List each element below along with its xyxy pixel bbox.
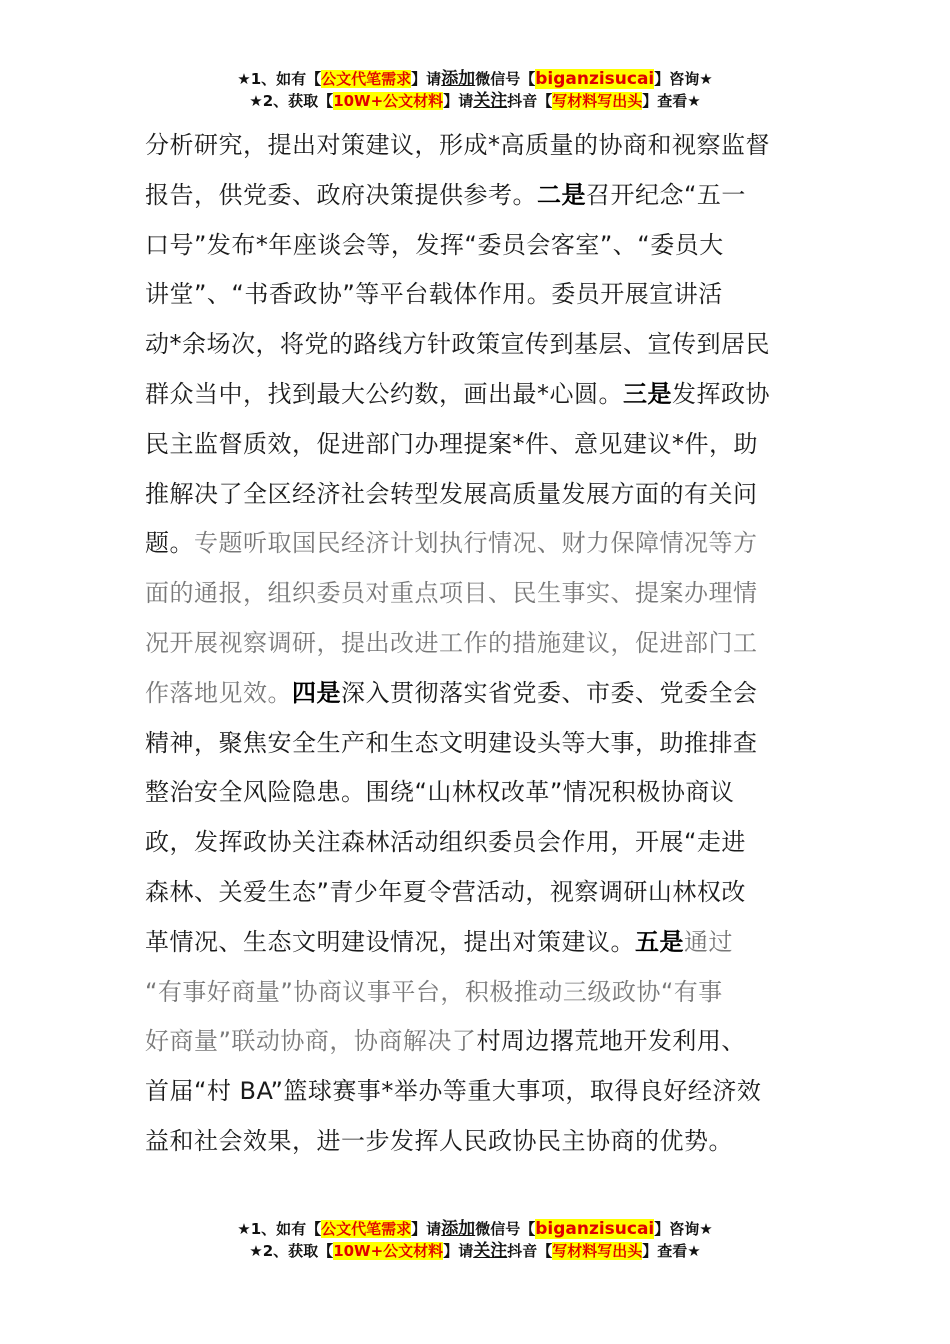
text-line (145, 918, 809, 968)
text-run: 村周边撂荒地开发利用、 (476, 1027, 746, 1056)
banner-text: 】咨询★ (654, 70, 713, 88)
text-run: 报告，供党委、政府决策提供参考。 (145, 180, 537, 209)
text-line (145, 171, 809, 221)
text-line: 讲堂”、“书香政协”等平台载体作用。委员开展宣讲活 (145, 280, 723, 309)
banner-text: 】请 (443, 92, 474, 110)
text-run-grey: 好商量”联动协商，协商解决了 (145, 1027, 477, 1056)
underlined-text: 添加 (441, 69, 476, 89)
text-line: 政，发挥政协关注森林活动组织委员会作用，开展“走进 (145, 828, 746, 857)
highlight-service: 公文代笔需求 (321, 1220, 412, 1238)
text-line: 况开展视察调研，提出改进工作的措施建议，促进部门工 (145, 628, 758, 657)
banner-text: ★2、获取【 (249, 92, 334, 110)
banner-text: 】查看★ (642, 92, 701, 110)
highlight-materials: 10W+公文材料 (333, 1242, 444, 1260)
banner-text: 微信号【 (475, 1220, 536, 1238)
banner-text: 】咨询★ (654, 1220, 713, 1238)
underlined-text: 关注 (473, 1241, 508, 1261)
text-run: 召开纪念“五一 (586, 180, 746, 209)
banner-text: ★1、如有【 (237, 70, 322, 88)
banner-text: 】请 (443, 1242, 474, 1260)
banner-text: ★1、如有【 (237, 1220, 322, 1238)
wechat-id: biganzisucai (535, 69, 655, 89)
text-line: 口号”发布*年座谈会等，发挥“委员会客室”、“委员大 (145, 230, 724, 259)
footer-banner (0, 1218, 950, 1262)
text-line: 森林、关爱生态”青少年夏令营活动，视察调研山林权改 (145, 877, 746, 906)
text-run: 发挥政协 (672, 379, 770, 408)
document-body (145, 121, 809, 1167)
text-line: 推解决了全区经济社会转型发展高质量发展方面的有关问 (145, 479, 758, 508)
banner-line-2 (0, 90, 950, 112)
text-line: 分析研究，提出对策建议，形成*高质量的协商和视察监督 (145, 131, 770, 159)
text-line: 民主监督质效，促进部门办理提案*件、意见建议*件，助 (145, 429, 758, 458)
point-marker: 二是 (537, 180, 586, 209)
text-run: 革情况、生态文明建设情况，提出对策建议。 (145, 927, 635, 956)
text-run-grey: 通过 (684, 927, 733, 956)
header-banner (0, 68, 950, 112)
text-run: 深入贯彻落实省党委、市委、党委全会 (341, 678, 758, 707)
banner-line-1 (0, 1218, 950, 1240)
point-marker: 三是 (623, 379, 672, 408)
highlight-service: 公文代笔需求 (321, 70, 412, 88)
underlined-text: 添加 (441, 1219, 476, 1239)
banner-line-2 (0, 1240, 950, 1262)
highlight-materials: 10W+公文材料 (333, 92, 444, 110)
banner-text: 】查看★ (642, 1242, 701, 1260)
text-line: 首届“村 BA”篮球赛事*举办等重大事项，取得良好经济效 (145, 1077, 762, 1106)
banner-text: 】请 (411, 1220, 442, 1238)
wechat-id: biganzisucai (535, 1219, 655, 1239)
douyin-account: 写材料写出头 (552, 92, 643, 110)
text-line: 益和社会效果，进一步发挥人民政协民主协商的优势。 (145, 1126, 733, 1155)
text-run: 题。 (145, 529, 194, 558)
text-line: 整治安全风险隐患。围绕“山林权改革”情况积极协商议 (145, 778, 735, 807)
text-run: 群众当中，找到最大公约数，画出最*心圆。 (145, 379, 623, 408)
text-line: 面的通报，组织委员对重点项目、民生事实、提案办理情 (145, 579, 758, 608)
text-line (145, 1017, 809, 1067)
banner-text: 微信号【 (475, 70, 536, 88)
point-marker: 四是 (292, 678, 341, 707)
banner-line-1 (0, 68, 950, 90)
banner-text: ★2、获取【 (249, 1242, 334, 1260)
banner-text: 】请 (411, 70, 442, 88)
text-line (145, 669, 809, 719)
point-marker: 五是 (635, 927, 684, 956)
banner-text: 抖音【 (507, 92, 553, 110)
text-run-grey: 作落地见效。 (145, 678, 292, 707)
underlined-text: 关注 (473, 91, 508, 111)
text-line (145, 370, 809, 420)
text-run-grey: 专题听取国民经济计划执行情况、财力保障情况等方 (194, 529, 758, 558)
douyin-account: 写材料写出头 (552, 1242, 643, 1260)
text-line: 精神，聚焦安全生产和生态文明建设头等大事，助推排查 (145, 728, 758, 757)
text-line: “有事好商量”协商议事平台，积极推动三级政协“有事 (145, 977, 723, 1006)
text-line: 动*余场次，将党的路线方针政策宣传到基层、宣传到居民 (145, 330, 770, 359)
text-line (145, 519, 809, 569)
banner-text: 抖音【 (507, 1242, 553, 1260)
